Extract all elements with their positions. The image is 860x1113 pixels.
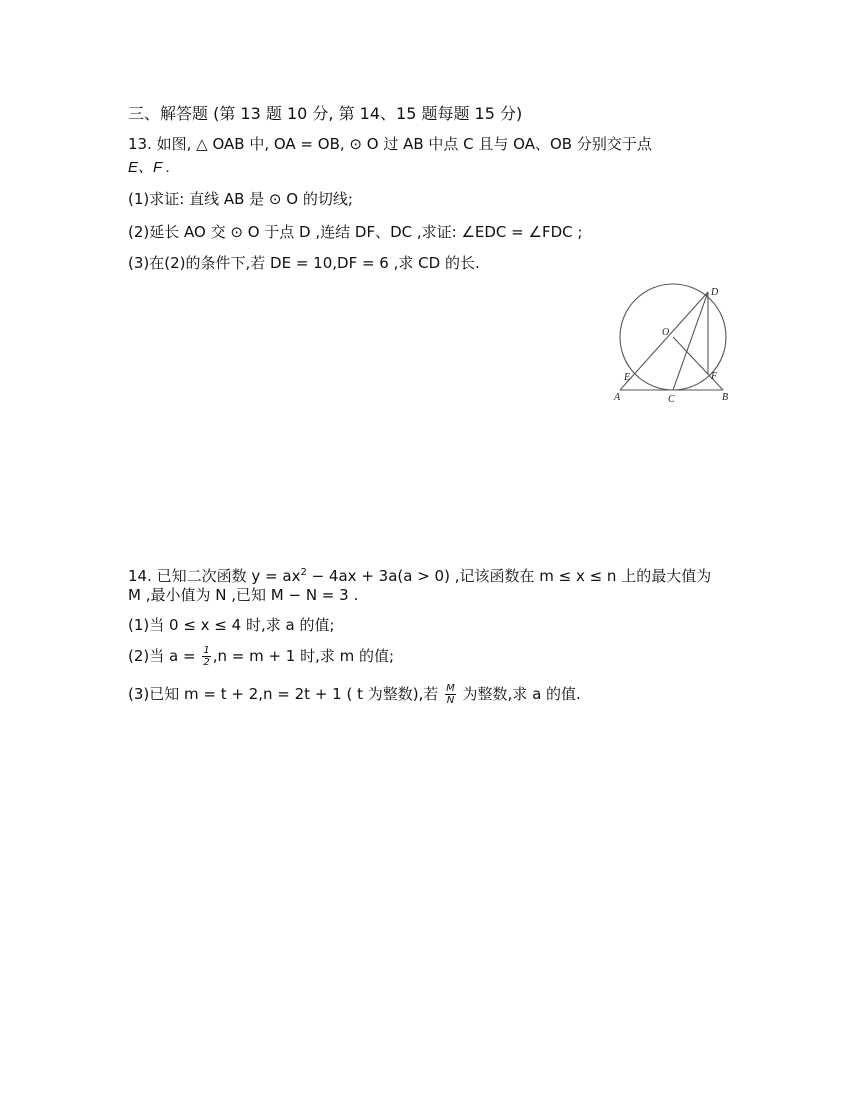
frac-denominator: 2 [203, 657, 210, 668]
label-b: B [722, 392, 729, 403]
q13-part2: (2)延长 AO 交 ⊙ O 于点 D ,连结 DF、DC ,求证: ∠EDC = ∠FDC ; [128, 223, 583, 241]
q14-part2 [128, 645, 394, 668]
q14-part3-fraction [445, 683, 456, 706]
line-dc [673, 292, 708, 390]
label-d: D [711, 287, 719, 298]
label-o: O [662, 327, 670, 338]
line-ad [620, 292, 708, 390]
frac-numerator: 1 [203, 645, 210, 656]
section-heading: 三、解答题 (第 13 题 10 分, 第 14、15 题每题 15 分) [128, 104, 523, 123]
frac-numerator: M [446, 683, 455, 694]
q14-stem-b: − 4ax + 3a(a > 0) ,记该函数在 m ≤ x ≤ n 上的最大值为 [306, 567, 712, 585]
label-f: F [711, 371, 718, 382]
q14-stem-line1 [128, 563, 711, 586]
label-a: A [614, 392, 621, 403]
q13-part3: (3)在(2)的条件下,若 DE = 10,DF = 6 ,求 CD 的长. [128, 254, 480, 272]
q13-part1: (1)求证: 直线 AB 是 ⊙ O 的切线; [128, 190, 353, 208]
q14-part2-a: (2)当 a = [128, 647, 201, 665]
q14-part3 [128, 683, 581, 706]
q14-part1: (1)当 0 ≤ x ≤ 4 时,求 a 的值; [128, 616, 335, 634]
frac-denominator: N [446, 695, 455, 706]
q13-geometry-figure [608, 282, 758, 412]
q14-stem-line2: M ,最小值为 N ,已知 M − N = 3 . [128, 586, 359, 604]
line-ob [673, 337, 723, 390]
q14-part3-a: (3)已知 m = t + 2,n = 2t + 1 ( t 为整数),若 [128, 685, 444, 703]
q14-stem-a: 14. 已知二次函数 y = ax [128, 567, 301, 585]
q13-stem-line1: 13. 如图, △ OAB 中, OA = OB, ⊙ O 过 AB 中点 C 且与 OA、OB 分别交于点 [128, 135, 652, 153]
q13-stem-line2: E、F . [128, 159, 171, 176]
q14-stem-sup: 2 [300, 567, 307, 578]
label-c: C [668, 394, 675, 405]
q14-part2-fraction [202, 645, 210, 668]
q14-part2-b: ,n = m + 1 时,求 m 的值; [212, 647, 395, 665]
label-e: E [624, 372, 631, 383]
q14-part3-b: 为整数,求 a 的值. [457, 685, 581, 703]
